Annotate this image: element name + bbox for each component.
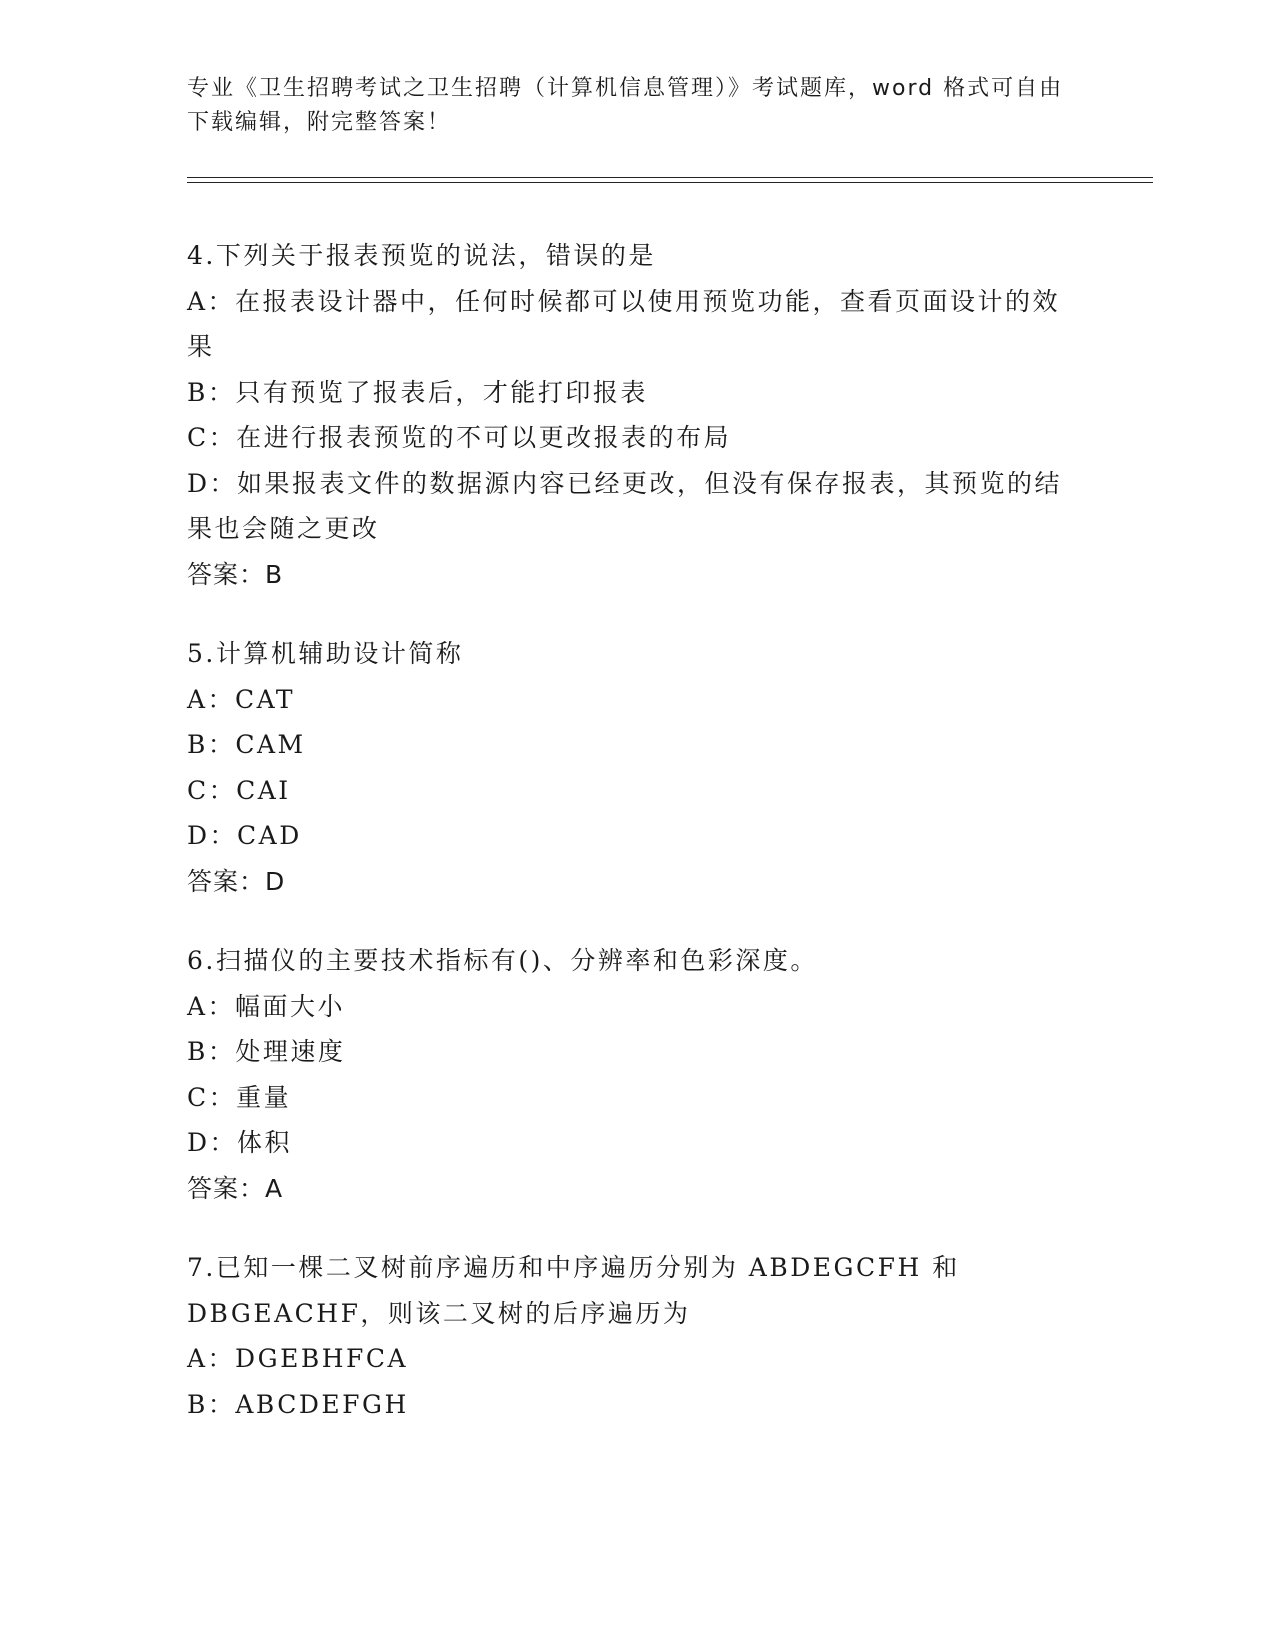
document-header: 专业《卫生招聘考试之卫生招聘（计算机信息管理）》考试题库，word 格式可自由下载编辑，附完整答案！ <box>187 76 1064 135</box>
option-b: B：CAM <box>187 730 306 759</box>
option-c: C：在进行报表预览的不可以更改报表的布局 <box>187 423 732 452</box>
option-b: B：只有预览了报表后，才能打印报表 <box>187 377 648 407</box>
option-c: C：重量 <box>187 1082 292 1112</box>
question-4 <box>187 233 1067 597</box>
header-rule-top <box>187 177 1153 178</box>
question-title: 7.已知一棵二叉树前序遍历和中序遍历分别为 ABDEGCFH 和 DBGEACHF，则该二叉树的后序遍历为 <box>187 1253 960 1328</box>
question-list <box>187 233 1067 1461</box>
option-a: A：幅面大小 <box>187 991 346 1021</box>
question-title: 6.扫描仪的主要技术指标有()、分辨率和色彩深度。 <box>187 946 818 975</box>
header-rule-bottom <box>187 182 1153 183</box>
option-b: B：处理速度 <box>187 1037 346 1066</box>
answer: 答案：D <box>187 866 286 896</box>
option-a: A：DGEBHFCA <box>187 1344 409 1373</box>
option-b: B：ABCDEFGH <box>187 1389 409 1419</box>
answer: 答案：B <box>187 559 284 589</box>
answer: 答案：A <box>187 1173 284 1203</box>
question-5 <box>187 631 1067 904</box>
question-7 <box>187 1245 1067 1427</box>
option-d: D：如果报表文件的数据源内容已经更改，但没有保存报表，其预览的结果也会随之更改 <box>187 468 1063 543</box>
option-d: D：CAD <box>187 821 302 850</box>
question-6 <box>187 938 1067 1211</box>
option-c: C：CAI <box>187 775 291 805</box>
question-title: 5.计算机辅助设计简称 <box>187 639 464 668</box>
option-d: D：体积 <box>187 1128 293 1157</box>
question-title: 4.下列关于报表预览的说法，错误的是 <box>187 241 656 270</box>
option-a: A：CAT <box>187 684 296 714</box>
option-a: A：在报表设计器中，任何时候都可以使用预览功能，查看页面设计的效果 <box>187 286 1061 361</box>
